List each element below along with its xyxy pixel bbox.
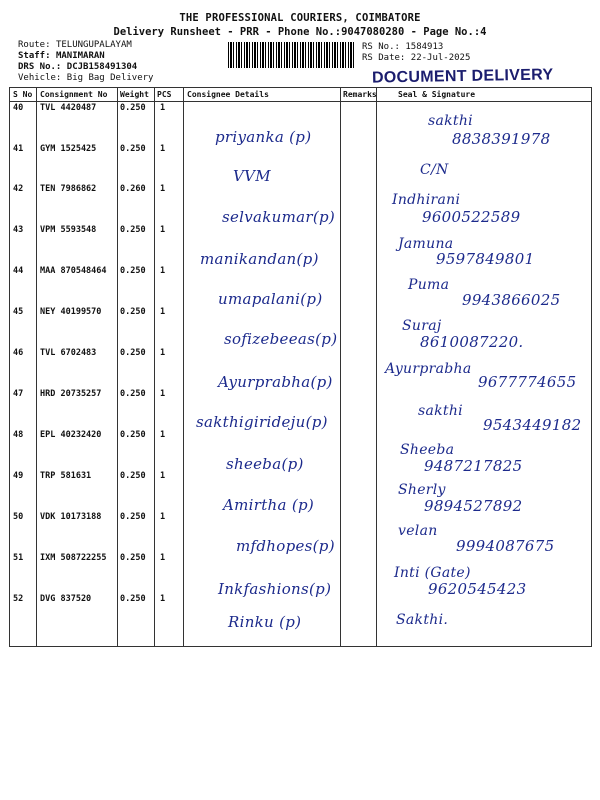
row-sno: 48 bbox=[13, 430, 24, 440]
vehicle-label: Vehicle: bbox=[18, 73, 62, 83]
row-sno: 41 bbox=[13, 144, 24, 154]
row-sno: 49 bbox=[13, 471, 24, 481]
route-value: TELUNGUPALAYAM bbox=[55, 40, 132, 50]
row-consignment: HRD 20735257 bbox=[40, 389, 102, 399]
row-weight: 0.260 bbox=[120, 184, 146, 194]
row-consignment: DVG 837520 bbox=[40, 594, 92, 604]
handwritten-phone: 9894527892 bbox=[424, 497, 523, 515]
handwritten-consignee: selvakumar(p) bbox=[222, 208, 336, 226]
row-weight: 0.250 bbox=[120, 103, 146, 113]
row-sno: 43 bbox=[13, 225, 24, 235]
rs-date-value: 22-Jul-2025 bbox=[410, 53, 471, 63]
staff-value: MANIMARAN bbox=[55, 51, 105, 61]
row-consignment: TVL 4420487 bbox=[40, 103, 97, 113]
handwritten-phone: 9597849801 bbox=[436, 250, 535, 268]
row-pcs: 1 bbox=[160, 430, 166, 440]
company-title: THE PROFESSIONAL COURIERS, COIMBATORE bbox=[179, 12, 421, 24]
handwritten-signature: Sherly bbox=[398, 482, 446, 498]
row-pcs: 1 bbox=[160, 553, 166, 563]
row-consignment: TVL 6702483 bbox=[40, 348, 97, 358]
col-consignment: Consignment No bbox=[40, 90, 108, 99]
drs-label: DRS No.: bbox=[18, 62, 62, 72]
rs-no-line bbox=[362, 42, 443, 53]
row-weight: 0.250 bbox=[120, 144, 146, 154]
row-sno: 44 bbox=[13, 266, 24, 276]
col-consignee: Consignee Details bbox=[187, 90, 269, 99]
row-weight: 0.250 bbox=[120, 430, 146, 440]
row-weight: 0.250 bbox=[120, 389, 146, 399]
handwritten-signature: C/N bbox=[420, 162, 449, 178]
handwritten-consignee: Inkfashions(p) bbox=[218, 580, 332, 598]
handwritten-signature: Puma bbox=[408, 277, 450, 293]
row-consignment: VDK 10173188 bbox=[40, 512, 102, 522]
handwritten-signature: Suraj bbox=[402, 318, 442, 334]
row-consignment: MAA 870548464 bbox=[40, 266, 107, 276]
row-pcs: 1 bbox=[160, 389, 166, 399]
staff-line bbox=[18, 51, 105, 62]
rs-date-line bbox=[362, 53, 470, 64]
row-consignment: TRP 581631 bbox=[40, 471, 92, 481]
handwritten-signature: velan bbox=[398, 523, 438, 539]
runsheet-table bbox=[9, 87, 592, 647]
row-sno: 46 bbox=[13, 348, 24, 358]
table-header bbox=[10, 88, 591, 102]
row-weight: 0.250 bbox=[120, 512, 146, 522]
handwritten-phone: 9600522589 bbox=[422, 208, 521, 226]
drs-line bbox=[18, 62, 137, 73]
col-seal: Seal & Signature bbox=[398, 90, 476, 99]
row-pcs: 1 bbox=[160, 144, 166, 154]
row-weight: 0.250 bbox=[120, 348, 146, 358]
handwritten-signature: Jamuna bbox=[398, 236, 454, 252]
col-pcs: PCS bbox=[157, 90, 172, 99]
handwritten-signature: Inti (Gate) bbox=[394, 565, 471, 581]
rs-no-label: RS No.: bbox=[362, 42, 400, 52]
handwritten-signature: Sakthi. bbox=[396, 612, 449, 628]
row-sno: 50 bbox=[13, 512, 24, 522]
row-weight: 0.250 bbox=[120, 307, 146, 317]
handwritten-consignee: priyanka (p) bbox=[215, 128, 312, 146]
handwritten-consignee: umapalani(p) bbox=[218, 290, 323, 308]
route-line bbox=[18, 40, 132, 51]
rs-no-value: 1584913 bbox=[405, 42, 444, 52]
row-pcs: 1 bbox=[160, 184, 166, 194]
handwritten-signature: sakthi bbox=[418, 403, 463, 419]
handwritten-signature: Sheeba bbox=[400, 442, 455, 458]
handwritten-consignee: Rinku (p) bbox=[228, 613, 302, 631]
row-consignment: VPM 5593548 bbox=[40, 225, 97, 235]
row-sno: 42 bbox=[13, 184, 24, 194]
handwritten-consignee: manikandan(p) bbox=[200, 250, 319, 268]
row-sno: 40 bbox=[13, 103, 24, 113]
col-sno: S No bbox=[13, 90, 33, 99]
route-label: Route: bbox=[18, 40, 51, 50]
handwritten-consignee: Ayurprabha(p) bbox=[218, 373, 333, 391]
row-consignment: NEY 40199570 bbox=[40, 307, 102, 317]
drs-value: DCJB158491304 bbox=[66, 62, 138, 72]
handwritten-consignee: sakthigirideju(p) bbox=[196, 413, 328, 431]
rs-date-label: RS Date: bbox=[362, 53, 406, 63]
handwritten-phone: 9543449182 bbox=[483, 416, 582, 434]
handwritten-phone: 8838391978 bbox=[452, 130, 551, 148]
row-pcs: 1 bbox=[160, 103, 166, 113]
runsheet-subtitle: Delivery Runsheet - PRR - Phone No.:9047080280 - Page No.:4 bbox=[113, 26, 487, 38]
handwritten-consignee: sofizebeeas(p) bbox=[224, 330, 338, 348]
vehicle-value: Big Bag Delivery bbox=[66, 73, 154, 83]
handwritten-signature: Indhirani bbox=[392, 192, 461, 208]
vehicle-line bbox=[18, 73, 153, 84]
document-delivery-stamp: DOCUMENT DELIVERY bbox=[371, 66, 554, 87]
row-sno: 47 bbox=[13, 389, 24, 399]
row-pcs: 1 bbox=[160, 307, 166, 317]
handwritten-phone: 9487217825 bbox=[424, 457, 523, 475]
col-weight: Weight bbox=[120, 90, 149, 99]
handwritten-signature: sakthi bbox=[428, 113, 473, 129]
row-sno: 52 bbox=[13, 594, 24, 604]
row-consignment: GYM 1525425 bbox=[40, 144, 97, 154]
row-weight: 0.250 bbox=[120, 553, 146, 563]
barcode-icon bbox=[228, 42, 356, 68]
row-consignment: IXM 508722255 bbox=[40, 553, 107, 563]
col-remarks: Remarks bbox=[343, 90, 377, 99]
handwritten-phone: 9620545423 bbox=[428, 580, 527, 598]
row-weight: 0.250 bbox=[120, 225, 146, 235]
handwritten-phone: 9943866025 bbox=[462, 291, 561, 309]
row-sno: 45 bbox=[13, 307, 24, 317]
handwritten-consignee: sheeba(p) bbox=[226, 455, 304, 473]
row-pcs: 1 bbox=[160, 512, 166, 522]
row-pcs: 1 bbox=[160, 348, 166, 358]
handwritten-phone: 9994087675 bbox=[456, 537, 555, 555]
row-weight: 0.250 bbox=[120, 594, 146, 604]
row-pcs: 1 bbox=[160, 471, 166, 481]
handwritten-consignee: Amirtha (p) bbox=[223, 496, 315, 514]
row-pcs: 1 bbox=[160, 225, 166, 235]
handwritten-signature: Ayurprabha bbox=[385, 361, 472, 377]
row-consignment: TEN 7986862 bbox=[40, 184, 97, 194]
staff-label: Staff: bbox=[18, 51, 51, 61]
handwritten-consignee: mfdhopes(p) bbox=[236, 537, 335, 555]
row-pcs: 1 bbox=[160, 594, 166, 604]
row-sno: 51 bbox=[13, 553, 24, 563]
row-weight: 0.250 bbox=[120, 471, 146, 481]
handwritten-phone: 8610087220. bbox=[420, 333, 524, 351]
handwritten-consignee: VVM bbox=[233, 167, 271, 185]
row-pcs: 1 bbox=[160, 266, 166, 276]
row-weight: 0.250 bbox=[120, 266, 146, 276]
row-consignment: EPL 40232420 bbox=[40, 430, 102, 440]
handwritten-phone: 9677774655 bbox=[478, 373, 577, 391]
